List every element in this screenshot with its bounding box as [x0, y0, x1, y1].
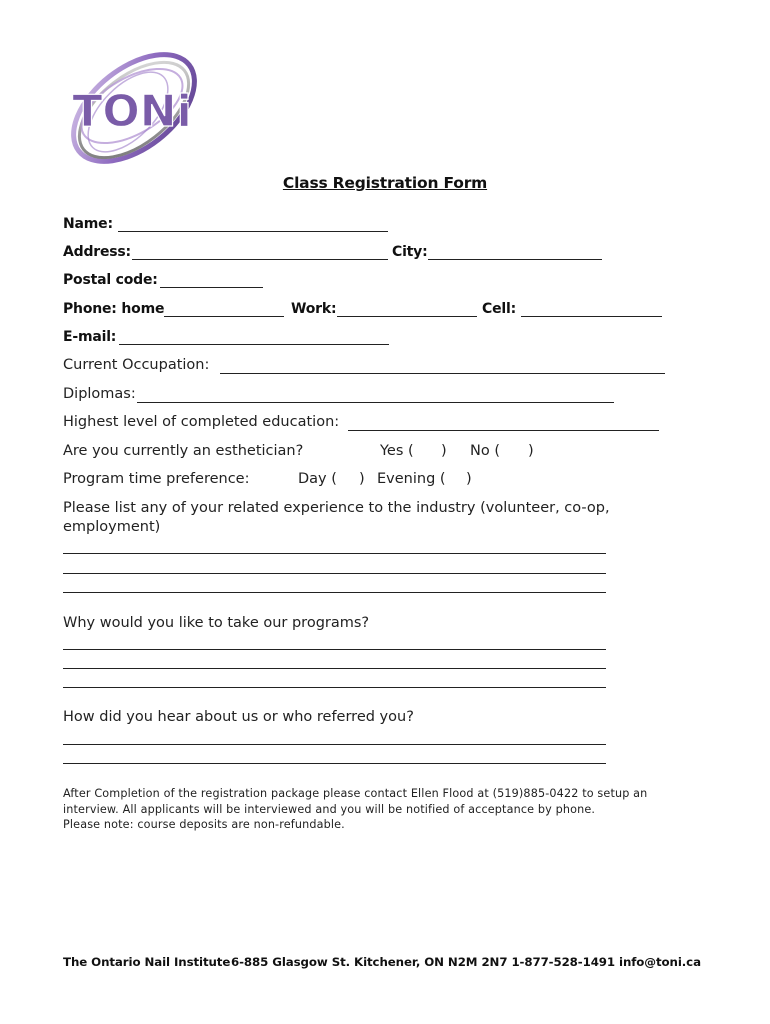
no-option[interactable]: No (: [470, 443, 500, 459]
registration-notes: [63, 786, 743, 833]
footer-institute: The Ontario Nail Institute: [63, 955, 231, 969]
experience-line-2[interactable]: [63, 573, 606, 574]
esthetician-question: Are you currently an esthetician?: [63, 443, 304, 459]
cell-phone-label: Cell:: [482, 301, 516, 317]
evening-option-close: ): [466, 471, 472, 487]
education-field[interactable]: [348, 430, 659, 431]
day-option[interactable]: Day (: [298, 471, 337, 487]
yes-option[interactable]: Yes (: [380, 443, 414, 459]
city-label: City:: [392, 244, 428, 260]
day-option-close: ): [359, 471, 365, 487]
evening-option[interactable]: Evening (: [377, 471, 446, 487]
occupation-label: Current Occupation:: [63, 357, 210, 373]
postal-code-label: Postal code:: [63, 272, 158, 288]
referral-line-2[interactable]: [63, 763, 606, 764]
notes-line-2: interview. All applicants will be interviewed and you will be notified of acceptance by phone.: [63, 802, 596, 816]
postal-code-field[interactable]: [160, 287, 263, 288]
city-field[interactable]: [428, 259, 602, 260]
why-line-2[interactable]: [63, 668, 606, 669]
toni-logo: [58, 42, 208, 174]
experience-question: Please list any of your related experience to the industry (volunteer, co-op,: [63, 500, 610, 516]
phone-home-field[interactable]: [164, 316, 284, 317]
experience-question-cont: employment): [63, 519, 161, 535]
why-line-1[interactable]: [63, 649, 606, 650]
email-field[interactable]: [119, 344, 389, 345]
notes-line-3: Please note: course deposits are non-refundable.: [63, 818, 345, 831]
toni-logo-graphic: [58, 42, 208, 174]
name-field[interactable]: [118, 231, 388, 232]
occupation-field[interactable]: [220, 373, 665, 374]
diplomas-label: Diplomas:: [63, 386, 136, 402]
address-label: Address:: [63, 244, 131, 260]
notes-line-1: After Completion of the registration package please contact Ellen Flood at (519)885-0422 to setup an: [63, 787, 648, 800]
form-title: Class Registration Form: [282, 174, 488, 192]
yes-option-close: ): [441, 443, 447, 459]
name-label: Name:: [63, 216, 113, 232]
why-question: Why would you like to take our programs?: [63, 615, 370, 631]
logo-text: TONi: [72, 86, 192, 137]
experience-line-3[interactable]: [63, 592, 606, 593]
footer-contact: 6-885 Glasgow St. Kitchener, ON N2M 2N7 1-877-528-1491 info@toni.ca: [231, 955, 701, 969]
why-line-3[interactable]: [63, 687, 606, 688]
no-option-close: ): [528, 443, 534, 459]
time-preference-label: Program time preference:: [63, 471, 250, 487]
work-phone-field[interactable]: [337, 316, 477, 317]
phone-home-label: Phone: home: [63, 301, 165, 317]
referral-question: How did you hear about us or who referred you?: [63, 709, 414, 725]
education-label: Highest level of completed education:: [63, 414, 340, 430]
cell-phone-field[interactable]: [521, 316, 662, 317]
diplomas-field[interactable]: [137, 402, 614, 403]
experience-line-1[interactable]: [63, 553, 606, 554]
address-field[interactable]: [132, 259, 388, 260]
email-label: E-mail:: [63, 329, 117, 345]
work-phone-label: Work:: [291, 301, 337, 317]
referral-line-1[interactable]: [63, 744, 606, 745]
